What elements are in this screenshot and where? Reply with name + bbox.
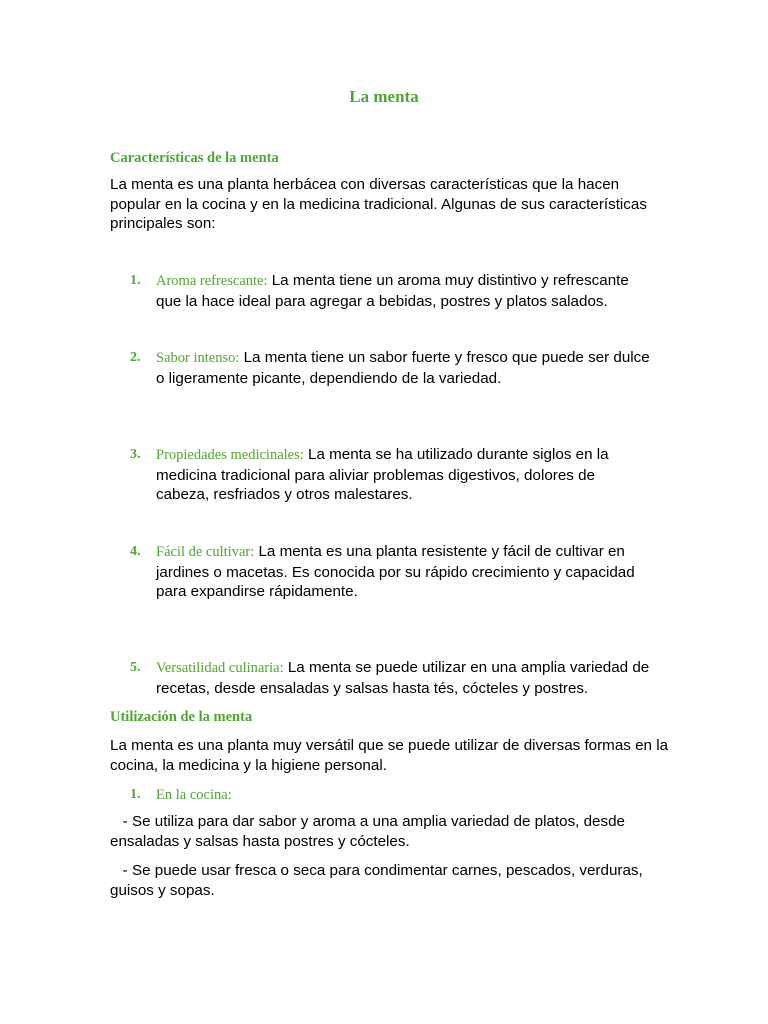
list-term: Sabor intenso:	[156, 350, 240, 366]
list-item	[130, 542, 650, 602]
list-item	[130, 658, 650, 698]
list-number: 4.	[130, 544, 141, 559]
list-item	[130, 348, 650, 388]
list-item	[130, 271, 650, 311]
list-term: Propiedades medicinales:	[156, 447, 304, 463]
list-number: 1.	[130, 787, 141, 802]
list-number: 2.	[130, 350, 141, 365]
section-intro-caracteristicas: La menta es una planta herbácea con diversas características que la hacen popular en la cocina y en la medicina tradicional. Algunas de sus características principales son:	[110, 176, 647, 232]
list-text: La menta se puede utilizar en una amplia variedad de recetas, desde ensaladas y salsas hasta tés, cócteles y postres.	[156, 659, 650, 697]
list-term: Fácil de cultivar:	[156, 544, 255, 560]
list-term: Versatilidad culinaria:	[156, 660, 284, 676]
section-heading-caracteristicas: Características de la menta	[110, 150, 279, 166]
page-title: La menta	[349, 87, 419, 106]
list-term: En la cocina:	[156, 787, 232, 803]
section-intro-utilizacion: La menta es una planta muy versátil que se puede utilizar de diversas formas en la cocina, la medicina y la higiene personal.	[110, 737, 669, 774]
list-number: 5.	[130, 660, 141, 675]
list-item	[130, 445, 650, 505]
list-item	[130, 785, 650, 806]
list-number: 3.	[130, 447, 141, 462]
list-text: La menta es una planta resistente y fácil de cultivar en jardines o macetas. Es conocida por su rápido crecimiento y capacidad para expandirse rápidamente.	[156, 543, 635, 600]
list-text: La menta tiene un sabor fuerte y fresco que puede ser dulce o ligeramente picante, dependiendo de la variedad.	[156, 349, 650, 387]
bullet-paragraph: - Se puede usar fresca o seca para condimentar carnes, pescados, verduras, guisos y sopas.	[110, 862, 647, 899]
list-text: La menta se ha utilizado durante siglos en la medicina tradicional para aliviar problemas digestivos, dolores de cabeza, resfriados y otros malestares.	[156, 446, 609, 503]
list-term: Aroma refrescante:	[156, 273, 268, 289]
bullet-paragraph: - Se utiliza para dar sabor y aroma a una amplia variedad de platos, desde ensaladas y salsas hasta postres y cócteles.	[110, 813, 630, 850]
list-number: 1.	[130, 273, 141, 288]
list-text: La menta tiene un aroma muy distintivo y refrescante que la hace ideal para agregar a bebidas, postres y platos salados.	[156, 272, 629, 310]
section-heading-utilizacion: Utilización de la menta	[110, 709, 253, 725]
